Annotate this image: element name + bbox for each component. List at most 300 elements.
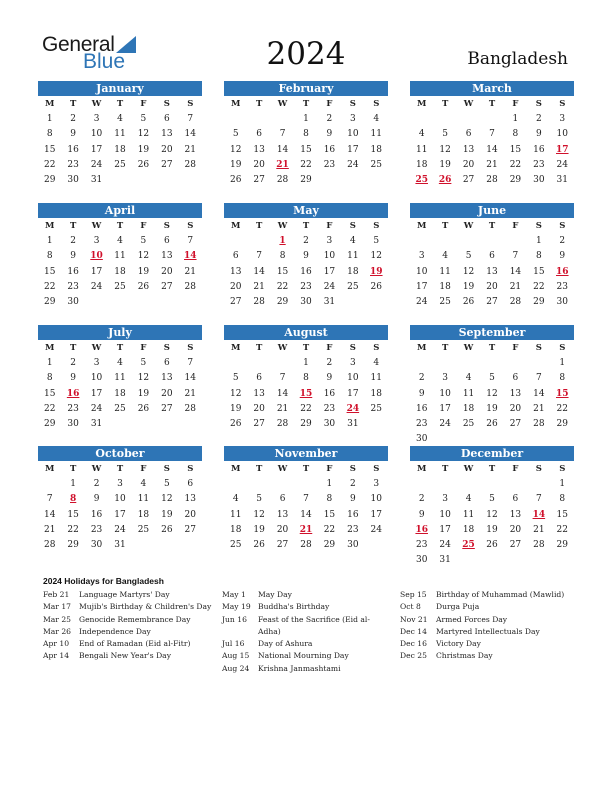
month-grid bbox=[38, 461, 202, 553]
holiday-name: Krishna Janmashtami bbox=[258, 663, 341, 673]
empty-cell bbox=[410, 234, 433, 249]
holiday-name: Day of Ashura bbox=[258, 639, 313, 649]
day-cell: 23 bbox=[323, 403, 336, 414]
month-title: October bbox=[38, 446, 202, 461]
day-cell: 21 bbox=[184, 266, 196, 277]
day-cell: 30 bbox=[533, 175, 545, 186]
weekday-label: T bbox=[488, 99, 496, 109]
day-cell: 19 bbox=[229, 159, 242, 170]
holiday-date: Dec 16 bbox=[400, 639, 427, 649]
weekday-label: S bbox=[349, 343, 356, 353]
day-cell: 27 bbox=[253, 419, 265, 430]
weekday-label: S bbox=[535, 343, 542, 353]
day-cell: 19 bbox=[137, 388, 150, 399]
weekday-label: T bbox=[302, 99, 310, 109]
weekday-label: T bbox=[255, 221, 263, 231]
day-cell: 7 bbox=[489, 129, 495, 140]
day-cell: 28 bbox=[43, 540, 56, 551]
weekday-label: T bbox=[69, 464, 77, 474]
holiday-date: Sep 15 bbox=[400, 590, 427, 599]
day-cell: 25 bbox=[370, 403, 382, 414]
day-cell: 8 bbox=[303, 129, 309, 140]
day-cell: 28 bbox=[184, 403, 196, 414]
day-cell: 6 bbox=[187, 479, 194, 489]
day-cell: 11 bbox=[462, 388, 475, 399]
day-cell: 9 bbox=[93, 494, 100, 505]
day-cell: 9 bbox=[418, 509, 425, 520]
day-cell: 13 bbox=[184, 494, 196, 505]
day-cell: 17 bbox=[90, 144, 103, 155]
day-cell: 26 bbox=[370, 281, 382, 292]
day-cell: 14 bbox=[253, 266, 265, 277]
holiday-row bbox=[222, 638, 392, 650]
day-cell: 20 bbox=[253, 403, 265, 414]
day-cell: 20 bbox=[462, 159, 475, 170]
day-cell: 2 bbox=[326, 114, 333, 124]
day-cell: 31 bbox=[323, 297, 336, 308]
day-cell: 8 bbox=[559, 373, 566, 384]
day-cell: 9 bbox=[418, 388, 425, 399]
day-cell: 19 bbox=[229, 403, 242, 414]
day-cell: 9 bbox=[303, 251, 309, 262]
day-cell: 22 bbox=[533, 281, 545, 292]
weekday-label: T bbox=[441, 343, 449, 353]
day-cell: 11 bbox=[439, 266, 451, 277]
day-cell: 20 bbox=[509, 403, 522, 414]
empty-cell bbox=[527, 477, 550, 492]
day-cell: 16 bbox=[415, 403, 428, 414]
day-cell: 11 bbox=[137, 494, 150, 505]
holiday-date: May 1 bbox=[222, 590, 246, 599]
day-cell: 18 bbox=[114, 266, 126, 277]
holiday-day-cell: 15 bbox=[556, 388, 569, 399]
holidays-title: 2024 Holidays for Bangladesh bbox=[43, 576, 164, 586]
day-cell: 29 bbox=[276, 297, 289, 308]
day-cell: 19 bbox=[439, 159, 451, 170]
day-cell: 19 bbox=[486, 403, 498, 414]
day-cell: 20 bbox=[229, 281, 242, 292]
day-cell: 23 bbox=[67, 281, 79, 292]
day-cell: 18 bbox=[137, 509, 150, 520]
day-cell: 6 bbox=[465, 129, 472, 140]
day-cell: 23 bbox=[90, 524, 103, 535]
day-cell: 12 bbox=[486, 388, 498, 399]
day-cell: 30 bbox=[556, 297, 568, 308]
day-cell: 11 bbox=[114, 129, 126, 140]
day-cell: 15 bbox=[43, 144, 56, 155]
weekday-label: M bbox=[231, 343, 241, 353]
empty-cell bbox=[224, 234, 247, 249]
day-cell: 28 bbox=[276, 419, 289, 430]
day-cell: 27 bbox=[462, 175, 475, 186]
day-cell: 9 bbox=[326, 373, 333, 384]
holiday-date: Apr 14 bbox=[43, 651, 70, 661]
weekday-label: S bbox=[535, 99, 542, 109]
holiday-row bbox=[222, 663, 392, 675]
day-cell: 7 bbox=[279, 373, 286, 384]
day-cell: 22 bbox=[556, 403, 568, 414]
day-cell: 13 bbox=[161, 129, 173, 140]
weekday-label: F bbox=[326, 99, 333, 109]
day-cell: 15 bbox=[556, 509, 568, 520]
day-cell: 19 bbox=[486, 524, 498, 535]
weekday-label: S bbox=[535, 464, 542, 474]
holiday-day-cell: 19 bbox=[370, 266, 383, 277]
day-cell: 8 bbox=[512, 129, 519, 140]
day-cell: 13 bbox=[161, 251, 173, 262]
day-cell: 13 bbox=[253, 144, 265, 155]
day-cell: 22 bbox=[43, 281, 56, 292]
day-cell: 4 bbox=[465, 494, 472, 505]
month-grid bbox=[410, 96, 574, 188]
day-cell: 30 bbox=[347, 540, 359, 551]
weekday-label: W bbox=[463, 99, 474, 109]
month-march bbox=[410, 81, 574, 188]
month-grid bbox=[38, 218, 202, 310]
weekday-label: F bbox=[326, 464, 333, 474]
holiday-row bbox=[400, 601, 575, 613]
empty-cell bbox=[271, 356, 294, 371]
day-cell: 3 bbox=[418, 251, 425, 262]
empty-cell bbox=[457, 112, 480, 127]
weekday-label: S bbox=[373, 99, 380, 109]
day-cell: 21 bbox=[253, 281, 265, 292]
holiday-day-cell: 21 bbox=[276, 159, 289, 170]
day-cell: 1 bbox=[303, 114, 309, 124]
day-cell: 4 bbox=[117, 236, 123, 246]
day-cell: 2 bbox=[418, 494, 425, 505]
day-cell: 28 bbox=[300, 540, 312, 551]
weekday-label: F bbox=[512, 343, 519, 353]
holiday-day-cell: 25 bbox=[415, 175, 428, 186]
day-cell: 7 bbox=[279, 129, 286, 140]
month-june bbox=[410, 203, 574, 310]
month-title: March bbox=[410, 81, 574, 96]
weekday-label: T bbox=[441, 99, 449, 109]
day-cell: 30 bbox=[415, 555, 428, 566]
month-december bbox=[410, 446, 574, 569]
day-cell: 11 bbox=[114, 251, 126, 262]
holiday-date: May 19 bbox=[222, 602, 251, 612]
day-cell: 27 bbox=[486, 297, 498, 308]
day-cell: 13 bbox=[229, 266, 242, 277]
day-cell: 12 bbox=[229, 388, 242, 399]
empty-cell bbox=[38, 477, 61, 492]
day-cell: 25 bbox=[114, 159, 126, 170]
day-cell: 5 bbox=[140, 358, 147, 368]
empty-cell bbox=[247, 477, 270, 492]
weekday-label: M bbox=[231, 464, 241, 474]
holiday-day-cell: 14 bbox=[532, 509, 546, 520]
day-cell: 12 bbox=[486, 509, 498, 520]
day-cell: 27 bbox=[161, 281, 173, 292]
day-cell: 11 bbox=[229, 509, 242, 520]
day-cell: 21 bbox=[509, 281, 522, 292]
month-title: November bbox=[224, 446, 388, 461]
weekday-label: T bbox=[116, 99, 124, 109]
month-grid bbox=[410, 461, 574, 569]
day-cell: 13 bbox=[276, 509, 289, 520]
month-september bbox=[410, 325, 574, 448]
day-cell: 12 bbox=[137, 251, 150, 262]
empty-cell bbox=[224, 477, 247, 492]
weekday-label: S bbox=[559, 99, 566, 109]
day-cell: 1 bbox=[559, 479, 566, 489]
holiday-name: Armed Forces Day bbox=[436, 614, 508, 624]
day-cell: 27 bbox=[161, 159, 173, 170]
day-cell: 7 bbox=[46, 494, 53, 505]
day-cell: 26 bbox=[486, 540, 498, 551]
day-cell: 24 bbox=[90, 403, 103, 414]
day-cell: 6 bbox=[256, 129, 262, 140]
day-cell: 28 bbox=[276, 175, 289, 186]
weekday-label: T bbox=[302, 343, 310, 353]
day-cell: 2 bbox=[93, 479, 100, 489]
day-cell: 20 bbox=[486, 281, 498, 292]
holiday-day-cell: 16 bbox=[415, 524, 428, 535]
day-cell: 5 bbox=[232, 373, 239, 384]
day-cell: 22 bbox=[300, 403, 312, 414]
day-cell: 5 bbox=[489, 373, 495, 384]
empty-cell bbox=[247, 112, 270, 127]
day-cell: 26 bbox=[137, 403, 150, 414]
holiday-day-cell: 15 bbox=[299, 388, 313, 399]
day-cell: 10 bbox=[556, 129, 568, 140]
day-cell: 5 bbox=[256, 494, 262, 505]
day-cell: 13 bbox=[161, 373, 173, 384]
weekday-label: W bbox=[91, 343, 102, 353]
weekday-label: T bbox=[488, 343, 496, 353]
weekday-label: W bbox=[277, 464, 288, 474]
empty-cell bbox=[433, 356, 456, 371]
day-cell: 14 bbox=[184, 129, 196, 140]
day-cell: 24 bbox=[556, 159, 568, 170]
day-cell: 4 bbox=[117, 114, 123, 124]
day-cell: 15 bbox=[533, 266, 545, 277]
day-cell: 1 bbox=[512, 114, 519, 124]
day-cell: 20 bbox=[161, 144, 173, 155]
weekday-label: T bbox=[302, 464, 310, 474]
day-cell: 16 bbox=[323, 144, 336, 155]
empty-cell bbox=[410, 477, 433, 492]
day-cell: 7 bbox=[256, 251, 262, 262]
holiday-row bbox=[43, 650, 218, 662]
day-cell: 26 bbox=[229, 175, 242, 186]
empty-cell bbox=[410, 112, 433, 127]
day-cell: 18 bbox=[370, 388, 382, 399]
month-grid bbox=[38, 340, 202, 432]
day-cell: 16 bbox=[347, 509, 359, 520]
weekday-label: M bbox=[45, 221, 55, 231]
day-cell: 18 bbox=[439, 281, 451, 292]
day-cell: 4 bbox=[140, 479, 147, 489]
day-cell: 24 bbox=[370, 524, 382, 535]
day-cell: 16 bbox=[90, 509, 103, 520]
holiday-date: Dec 25 bbox=[400, 651, 427, 661]
month-title: January bbox=[38, 81, 202, 96]
month-february bbox=[224, 81, 388, 188]
day-cell: 7 bbox=[512, 251, 519, 262]
day-cell: 11 bbox=[114, 373, 126, 384]
month-title: July bbox=[38, 325, 202, 340]
month-title: August bbox=[224, 325, 388, 340]
holiday-date: Dec 14 bbox=[400, 626, 427, 636]
weekday-label: M bbox=[417, 221, 427, 231]
day-cell: 4 bbox=[349, 236, 356, 246]
weekday-label: T bbox=[116, 464, 124, 474]
weekday-label: S bbox=[559, 221, 566, 231]
weekday-label: T bbox=[255, 464, 263, 474]
month-august bbox=[224, 325, 388, 432]
day-cell: 12 bbox=[161, 494, 173, 505]
day-cell: 29 bbox=[43, 175, 56, 186]
weekday-label: F bbox=[140, 99, 147, 109]
day-cell: 13 bbox=[253, 388, 265, 399]
weekday-label: T bbox=[116, 343, 124, 353]
holiday-column bbox=[222, 589, 392, 675]
month-grid bbox=[224, 340, 388, 432]
holiday-row bbox=[400, 638, 575, 650]
holiday-date: Mar 25 bbox=[43, 614, 72, 624]
empty-cell bbox=[480, 234, 503, 249]
weekday-label: T bbox=[116, 221, 124, 231]
day-cell: 1 bbox=[303, 358, 309, 368]
day-cell: 20 bbox=[161, 388, 173, 399]
empty-cell bbox=[247, 356, 270, 371]
month-title: September bbox=[410, 325, 574, 340]
day-cell: 23 bbox=[533, 159, 545, 170]
day-cell: 29 bbox=[67, 540, 79, 551]
day-cell: 31 bbox=[90, 175, 103, 186]
day-cell: 24 bbox=[90, 281, 103, 292]
weekday-label: S bbox=[373, 221, 380, 231]
holiday-date: Feb 21 bbox=[43, 590, 70, 599]
day-cell: 6 bbox=[163, 358, 170, 368]
holiday-day-cell: 1 bbox=[279, 236, 286, 246]
weekday-label: S bbox=[559, 343, 566, 353]
day-cell: 4 bbox=[418, 129, 425, 140]
day-cell: 26 bbox=[229, 419, 242, 430]
day-cell: 13 bbox=[509, 388, 522, 399]
day-cell: 1 bbox=[46, 358, 53, 368]
day-cell: 23 bbox=[323, 159, 336, 170]
day-cell: 2 bbox=[70, 236, 76, 246]
day-cell: 8 bbox=[46, 129, 53, 140]
weekday-label: S bbox=[349, 221, 356, 231]
holiday-day-cell: 17 bbox=[556, 144, 569, 155]
day-cell: 14 bbox=[533, 388, 545, 399]
day-cell: 17 bbox=[90, 388, 103, 399]
day-cell: 8 bbox=[46, 373, 53, 384]
holiday-name: Feast of the Sacrifice (Eid al-Adha) bbox=[258, 614, 370, 636]
day-cell: 21 bbox=[486, 159, 498, 170]
day-cell: 9 bbox=[70, 129, 76, 140]
day-cell: 26 bbox=[462, 297, 475, 308]
weekday-label: S bbox=[559, 464, 566, 474]
day-cell: 14 bbox=[509, 266, 522, 277]
weekday-label: T bbox=[69, 99, 77, 109]
weekday-label: S bbox=[187, 343, 194, 353]
holiday-date: Aug 24 bbox=[222, 663, 250, 673]
day-cell: 19 bbox=[462, 281, 475, 292]
day-cell: 7 bbox=[187, 114, 194, 124]
day-cell: 31 bbox=[556, 175, 568, 186]
day-cell: 27 bbox=[509, 419, 522, 430]
day-cell: 10 bbox=[370, 494, 382, 505]
weekday-label: T bbox=[441, 221, 449, 231]
day-cell: 11 bbox=[370, 129, 382, 140]
empty-cell bbox=[480, 477, 503, 492]
day-cell: 6 bbox=[489, 251, 495, 262]
weekday-label: S bbox=[163, 464, 170, 474]
weekday-label: S bbox=[373, 464, 380, 474]
weekday-label: F bbox=[326, 221, 333, 231]
weekday-label: T bbox=[69, 343, 77, 353]
empty-cell bbox=[457, 477, 480, 492]
day-cell: 7 bbox=[535, 494, 542, 505]
day-cell: 24 bbox=[439, 540, 451, 551]
day-cell: 18 bbox=[462, 524, 475, 535]
day-cell: 17 bbox=[347, 388, 359, 399]
holiday-day-cell: 26 bbox=[438, 175, 452, 186]
weekday-label: S bbox=[187, 221, 194, 231]
day-cell: 16 bbox=[67, 266, 79, 277]
empty-cell bbox=[480, 356, 503, 371]
day-cell: 26 bbox=[486, 419, 498, 430]
month-grid bbox=[38, 96, 202, 188]
holiday-row bbox=[43, 589, 218, 601]
day-cell: 29 bbox=[300, 419, 312, 430]
day-cell: 2 bbox=[349, 479, 356, 489]
day-cell: 5 bbox=[163, 479, 170, 489]
day-cell: 14 bbox=[43, 509, 56, 520]
day-cell: 8 bbox=[535, 251, 542, 262]
day-cell: 16 bbox=[67, 144, 79, 155]
day-cell: 28 bbox=[486, 175, 498, 186]
weekday-label: W bbox=[463, 221, 474, 231]
holiday-row bbox=[400, 650, 575, 662]
holiday-row bbox=[222, 601, 392, 613]
holiday-row bbox=[43, 601, 218, 613]
holiday-date: Aug 15 bbox=[222, 651, 250, 661]
day-cell: 2 bbox=[70, 358, 76, 368]
day-cell: 6 bbox=[163, 236, 170, 246]
empty-cell bbox=[224, 356, 247, 371]
weekday-label: T bbox=[255, 343, 263, 353]
day-cell: 16 bbox=[300, 266, 312, 277]
day-cell: 5 bbox=[373, 236, 380, 246]
holiday-date: Nov 21 bbox=[400, 614, 428, 624]
day-cell: 22 bbox=[300, 159, 312, 170]
month-grid bbox=[224, 218, 388, 310]
day-cell: 29 bbox=[556, 419, 568, 430]
day-cell: 28 bbox=[184, 159, 196, 170]
day-cell: 20 bbox=[509, 524, 522, 535]
holiday-day-cell: 16 bbox=[556, 266, 569, 277]
weekday-label: W bbox=[463, 464, 474, 474]
day-cell: 19 bbox=[137, 144, 150, 155]
empty-cell bbox=[480, 112, 503, 127]
day-cell: 30 bbox=[415, 434, 428, 445]
day-cell: 27 bbox=[229, 297, 242, 308]
day-cell: 22 bbox=[67, 524, 79, 535]
day-cell: 27 bbox=[161, 403, 173, 414]
day-cell: 29 bbox=[323, 540, 336, 551]
empty-cell bbox=[271, 112, 294, 127]
day-cell: 15 bbox=[43, 266, 56, 277]
weekday-label: M bbox=[45, 343, 55, 353]
day-cell: 20 bbox=[161, 266, 173, 277]
